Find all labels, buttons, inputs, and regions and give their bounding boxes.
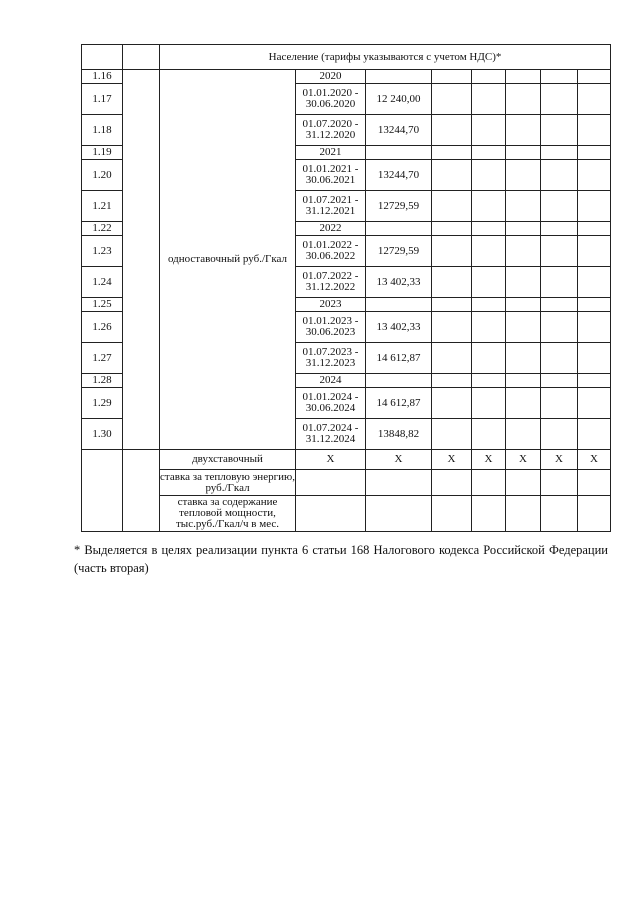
- row-number: 1.18: [82, 115, 123, 146]
- empty-cell: [472, 419, 506, 450]
- empty-cell: [432, 160, 472, 191]
- empty-cell: [541, 374, 578, 388]
- empty-cell: [578, 222, 611, 236]
- capacity-rate-row: [82, 496, 611, 532]
- empty-cell: [506, 388, 541, 419]
- empty-cell: [432, 115, 472, 146]
- empty-cell: [578, 191, 611, 222]
- empty-cell: [432, 374, 472, 388]
- x-mark: X: [296, 450, 366, 470]
- row-number: 1.16: [82, 70, 123, 84]
- empty-cell: [541, 160, 578, 191]
- empty-cell: [472, 191, 506, 222]
- empty-cell: [432, 146, 472, 160]
- empty-cell: [432, 236, 472, 267]
- two-part-num-cell: [82, 450, 123, 532]
- x-mark: X: [578, 450, 611, 470]
- row-number: 1.26: [82, 312, 123, 343]
- empty-cell: [506, 84, 541, 115]
- year-cell: 2024: [296, 374, 366, 388]
- empty-cell: [296, 496, 366, 532]
- x-mark: X: [432, 450, 472, 470]
- empty-cell: [541, 312, 578, 343]
- x-mark: X: [366, 450, 432, 470]
- empty-cell: [506, 343, 541, 374]
- empty-cell: [541, 84, 578, 115]
- footnote: * Выделяется в целях реализации пункта 6 статьи 168 Налогового кодекса Российской Федерации (часть вторая): [74, 543, 608, 575]
- period-cell: 01.07.2020 - 31.12.2020: [296, 115, 366, 146]
- tariff-type-label: одноставочный руб./Гкал: [160, 70, 296, 450]
- empty-cell: [541, 343, 578, 374]
- year-cell: 2022: [296, 222, 366, 236]
- period-cell: 01.01.2024 - 30.06.2024: [296, 388, 366, 419]
- empty-cell: [506, 312, 541, 343]
- empty-cell: [432, 298, 472, 312]
- row-number: 1.25: [82, 298, 123, 312]
- period-cell: 01.01.2020 - 30.06.2020: [296, 84, 366, 115]
- tariff-value: 14 612,87: [366, 343, 432, 374]
- empty-cell: [541, 419, 578, 450]
- empty-cell: [578, 388, 611, 419]
- empty-cell: [578, 312, 611, 343]
- empty-cell: [578, 374, 611, 388]
- tariff-value: [366, 70, 432, 84]
- empty-cell: [541, 115, 578, 146]
- year-cell: 2023: [296, 298, 366, 312]
- empty-cell: [432, 419, 472, 450]
- tariff-table: [81, 44, 611, 532]
- row-number: 1.23: [82, 236, 123, 267]
- empty-cell: [472, 222, 506, 236]
- empty-cell: [472, 374, 506, 388]
- tariff-value: 13 402,33: [366, 312, 432, 343]
- empty-cell: [472, 84, 506, 115]
- empty-cell: [541, 146, 578, 160]
- empty-cell: [541, 388, 578, 419]
- empty-cell: [506, 236, 541, 267]
- row-number: 1.19: [82, 146, 123, 160]
- period-cell: 01.01.2022 - 30.06.2022: [296, 236, 366, 267]
- empty-cell: [432, 191, 472, 222]
- empty-cell: [472, 160, 506, 191]
- header-blank-num: [82, 45, 123, 70]
- empty-cell: [506, 374, 541, 388]
- empty-cell: [432, 470, 472, 496]
- empty-cell: [578, 84, 611, 115]
- empty-cell: [578, 419, 611, 450]
- row-number: 1.20: [82, 160, 123, 191]
- tariff-value: 12729,59: [366, 236, 432, 267]
- empty-cell: [506, 160, 541, 191]
- empty-cell: [541, 70, 578, 84]
- empty-cell: [472, 343, 506, 374]
- tariff-value: [366, 298, 432, 312]
- empty-cell: [506, 115, 541, 146]
- empty-cell: [472, 267, 506, 298]
- period-cell: 01.07.2024 - 31.12.2024: [296, 419, 366, 450]
- period-cell: 01.01.2021 - 30.06.2021: [296, 160, 366, 191]
- empty-cell: [472, 70, 506, 84]
- table-header: Население (тарифы указываются с учетом НДС)*: [160, 45, 611, 70]
- empty-cell: [472, 298, 506, 312]
- empty-cell: [578, 343, 611, 374]
- empty-cell: [541, 191, 578, 222]
- empty-cell: [541, 222, 578, 236]
- period-cell: 01.07.2021 - 31.12.2021: [296, 191, 366, 222]
- x-mark: X: [541, 450, 578, 470]
- empty-cell: [506, 419, 541, 450]
- period-cell: 01.07.2023 - 31.12.2023: [296, 343, 366, 374]
- empty-cell: [578, 236, 611, 267]
- empty-cell: [541, 267, 578, 298]
- empty-cell: [506, 146, 541, 160]
- empty-cell: [472, 388, 506, 419]
- row-number: 1.22: [82, 222, 123, 236]
- empty-cell: [472, 312, 506, 343]
- empty-cell: [506, 470, 541, 496]
- empty-cell: [506, 267, 541, 298]
- empty-cell: [366, 496, 432, 532]
- empty-cell: [506, 496, 541, 532]
- row-number: 1.28: [82, 374, 123, 388]
- empty-cell: [472, 236, 506, 267]
- x-mark: X: [506, 450, 541, 470]
- year-cell: 2021: [296, 146, 366, 160]
- empty-cell: [578, 470, 611, 496]
- tariff-value: 13244,70: [366, 160, 432, 191]
- empty-cell: [541, 298, 578, 312]
- empty-cell: [578, 70, 611, 84]
- tariff-value: 12729,59: [366, 191, 432, 222]
- row-number: 1.29: [82, 388, 123, 419]
- empty-cell: [296, 470, 366, 496]
- empty-cell: [432, 70, 472, 84]
- empty-cell: [472, 115, 506, 146]
- row-number: 1.27: [82, 343, 123, 374]
- empty-cell: [578, 160, 611, 191]
- x-mark: X: [472, 450, 506, 470]
- tariff-value: [366, 374, 432, 388]
- tariff-value: [366, 146, 432, 160]
- header-row: [82, 45, 611, 70]
- empty-cell: [578, 115, 611, 146]
- year-cell: 2020: [296, 70, 366, 84]
- empty-cell: [472, 470, 506, 496]
- empty-cell: [578, 146, 611, 160]
- header-blank-col: [123, 45, 160, 70]
- empty-cell: [506, 222, 541, 236]
- table-row: [82, 70, 611, 84]
- blank-column-cell: [123, 70, 160, 450]
- tariff-value: 13848,82: [366, 419, 432, 450]
- two-part-blank-cell: [123, 450, 160, 532]
- empty-cell: [541, 236, 578, 267]
- empty-cell: [578, 496, 611, 532]
- tariff-value: [366, 222, 432, 236]
- tariff-value: 13244,70: [366, 115, 432, 146]
- row-number: 1.21: [82, 191, 123, 222]
- empty-cell: [432, 84, 472, 115]
- empty-cell: [506, 70, 541, 84]
- empty-cell: [506, 191, 541, 222]
- empty-cell: [366, 470, 432, 496]
- row-number: 1.30: [82, 419, 123, 450]
- tariff-value: 12 240,00: [366, 84, 432, 115]
- two-part-row: [82, 450, 611, 470]
- energy-rate-label: ставка за тепловую энергию, руб./Гкал: [160, 470, 295, 494]
- period-cell: 01.01.2023 - 30.06.2023: [296, 312, 366, 343]
- empty-cell: [472, 496, 506, 532]
- empty-cell: [432, 222, 472, 236]
- row-number: 1.17: [82, 84, 123, 115]
- empty-cell: [578, 298, 611, 312]
- empty-cell: [432, 388, 472, 419]
- empty-cell: [432, 312, 472, 343]
- row-number: 1.24: [82, 267, 123, 298]
- tariff-value: 14 612,87: [366, 388, 432, 419]
- empty-cell: [541, 496, 578, 532]
- empty-cell: [432, 496, 472, 532]
- period-cell: 01.07.2022 - 31.12.2022: [296, 267, 366, 298]
- two-part-label: двухставочный: [160, 450, 296, 470]
- tariff-value: 13 402,33: [366, 267, 432, 298]
- empty-cell: [578, 267, 611, 298]
- empty-cell: [541, 470, 578, 496]
- energy-rate-row: [82, 470, 611, 496]
- empty-cell: [432, 343, 472, 374]
- empty-cell: [472, 146, 506, 160]
- empty-cell: [432, 267, 472, 298]
- capacity-rate-label: ставка за содержание тепловой мощности, тыс.руб./Гкал/ч в мес.: [160, 496, 296, 532]
- empty-cell: [506, 298, 541, 312]
